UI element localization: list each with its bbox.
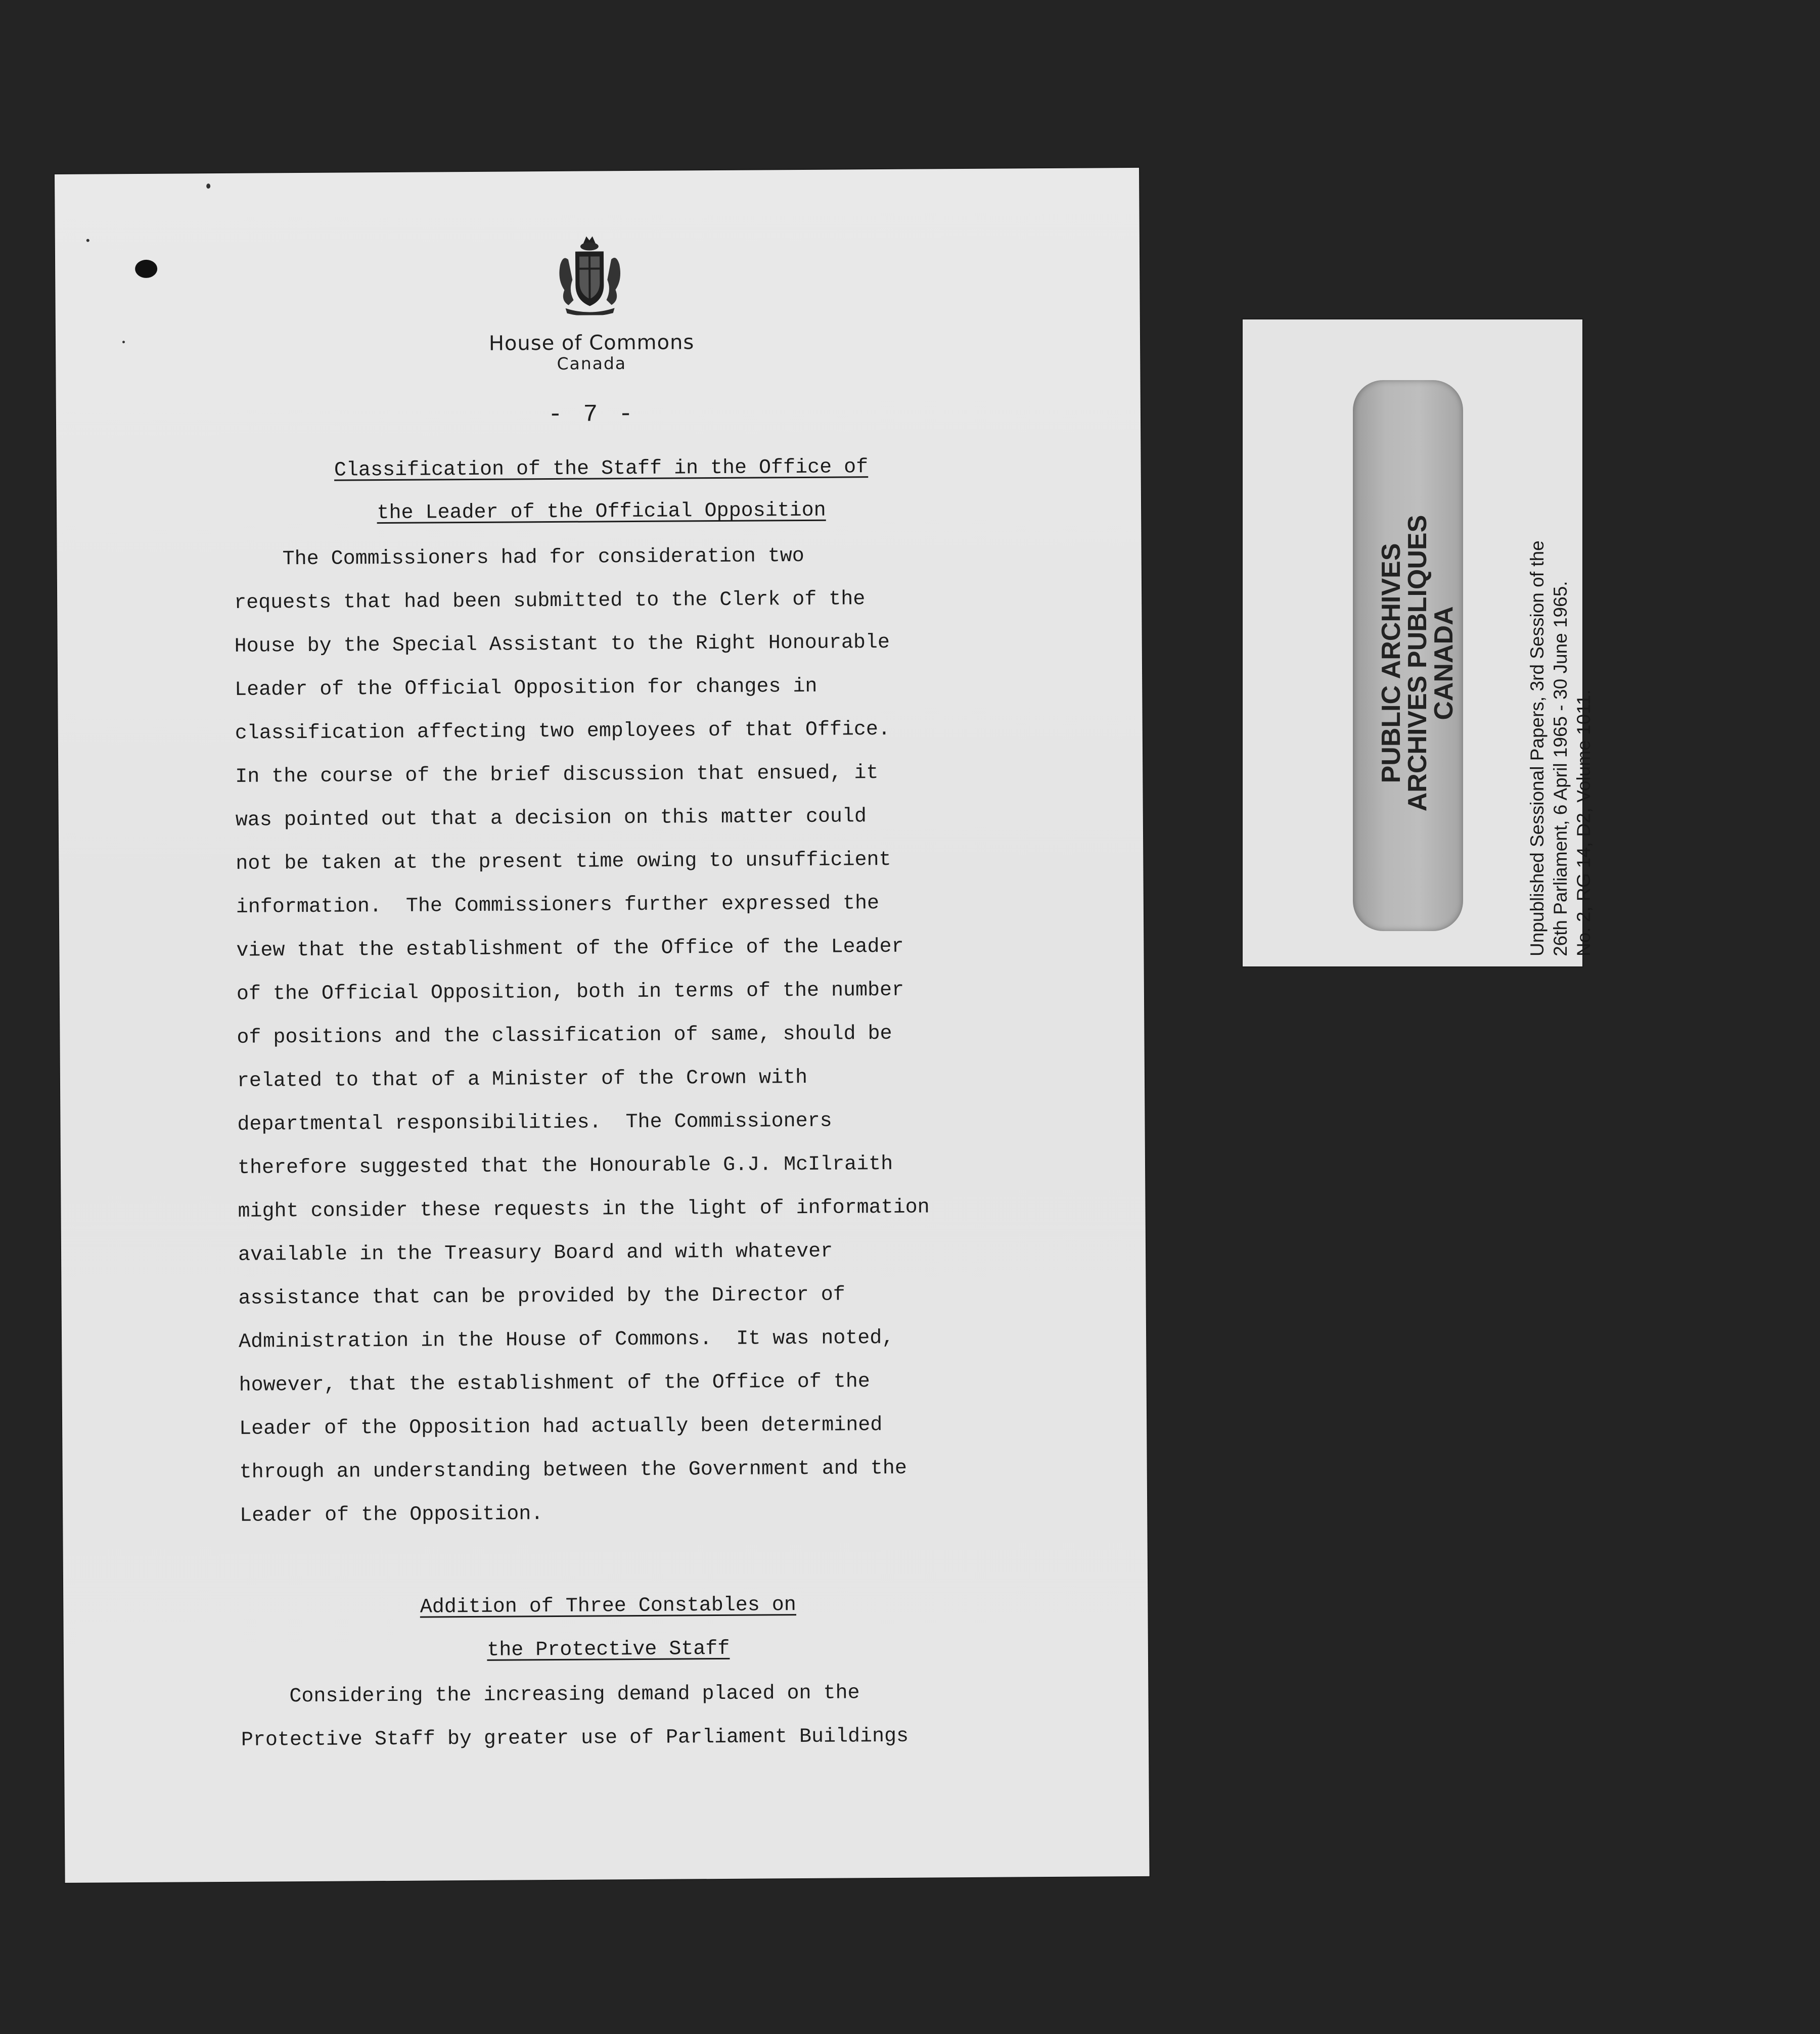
archive-stamp-text [1378, 436, 1457, 891]
archive-caption-line: Unpublished Sessional Papers, 3rd Session of the [1527, 540, 1548, 956]
section1-heading-line2 [158, 499, 1045, 525]
stamp-line: ARCHIVES PUBLIQUES [1403, 515, 1432, 812]
body-line: Leader of the Opposition. [240, 1503, 543, 1528]
body-line: related to that of a Minister of the Crown with [237, 1066, 808, 1093]
body-line: information. The Commissioners further expressed the [236, 892, 880, 919]
archive-caption [1526, 360, 1596, 956]
body-line: requests that had been submitted to the Clerk of the [234, 588, 866, 615]
body-line: In the course of the brief discussion that ensued, it [235, 762, 879, 789]
body-line: departmental responsibilities. The Commissioners [237, 1110, 832, 1136]
body-line: Administration in the House of Commons. It was noted, [238, 1326, 894, 1354]
coat-of-arms-emblem [553, 234, 627, 315]
body-line: through an understanding between the Government and the [239, 1457, 907, 1484]
speck [86, 239, 89, 242]
punch-hole [135, 260, 157, 278]
body-line: Leader of the Official Opposition for changes in [235, 675, 817, 702]
body-line: of positions and the classification of same, should be [237, 1022, 892, 1049]
body-line: Considering the increasing demand placed on the [241, 1682, 860, 1708]
body-line: Leader of the Opposition had actually been determined [239, 1414, 883, 1441]
speck [206, 183, 210, 189]
body-line: was pointed out that a decision on this matter could [235, 805, 867, 832]
section2-heading-line2 [165, 1637, 1052, 1663]
section2-heading-line1 [164, 1594, 1052, 1620]
body-line: classification affecting two employees of that Office. [235, 718, 891, 745]
body-line: assistance that can be provided by the Director of [238, 1283, 845, 1310]
body-line: not be taken at the present time owing to unsufficient [236, 848, 891, 875]
body-line: House by the Special Assistant to the Right Honourable [234, 631, 890, 658]
page-number: - 7 - [548, 400, 636, 429]
section2-heading-text2: the Protective Staff [487, 1637, 730, 1662]
letterhead-org: House of Commons [488, 331, 695, 355]
body-line: of the Official Opposition, both in terms of the number [236, 979, 904, 1006]
letterhead-country: Canada [557, 353, 627, 374]
document-page [55, 168, 1150, 1883]
speck [122, 341, 125, 343]
body-line: might consider these requests in the light of information [238, 1196, 930, 1223]
section2-body [241, 1670, 1111, 1763]
archive-caption-line: No. 2, RG 14, D2, Volume 1011. [1573, 689, 1594, 956]
body-line: available in the Treasury Board and with whatever [238, 1240, 833, 1267]
archive-reference-slip [1243, 319, 1594, 966]
section2-heading-text1: Addition of Three Constables on [420, 1594, 797, 1619]
body-line: Protective Staff by greater use of Parliament Buildings [241, 1725, 909, 1752]
section1-heading-text1: Classification of the Staff in the Office of [334, 456, 869, 482]
section1-heading-text2: the Leader of the Official Opposition [377, 499, 826, 525]
archive-stamp [1353, 380, 1463, 931]
section1-body [234, 533, 1109, 1538]
stamp-line: PUBLIC ARCHIVES [1377, 543, 1406, 783]
body-line: view that the establishment of the Office of the Leader [236, 935, 904, 962]
archive-caption-line: 26th Parliament, 6 April 1965 - 30 June 1965. [1550, 581, 1571, 956]
section1-heading-line1 [157, 456, 1044, 482]
body-line: therefore suggested that the Honourable G.J. McIlraith [237, 1152, 893, 1180]
stamp-line: CANADA [1429, 606, 1459, 720]
body-line: The Commissioners had for consideration two [234, 544, 804, 571]
letterhead [450, 331, 733, 374]
body-line: however, that the establishment of the Office of the [239, 1370, 870, 1397]
